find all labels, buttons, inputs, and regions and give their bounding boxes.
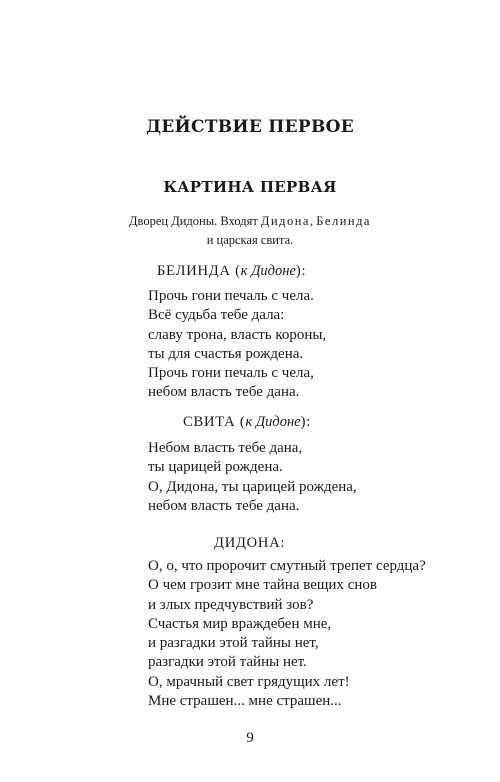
character-name-belinda: Белинда bbox=[316, 214, 371, 228]
verse-line: разгадки этой тайны нет. bbox=[148, 654, 307, 671]
verse-line: Всё судьба тебе дала: bbox=[148, 307, 285, 324]
speaker-aside: к Дидоне bbox=[245, 414, 301, 430]
verse-line: О чем грозит мне тайна вещих снов bbox=[148, 577, 377, 594]
separator: , bbox=[309, 214, 317, 228]
paren-open: ( bbox=[235, 414, 246, 430]
speaker-heading-dido bbox=[214, 535, 285, 552]
verse-line: Небом власть тебе дана, bbox=[148, 440, 303, 456]
verse-line: Счастья мир враждебен мне, bbox=[148, 615, 332, 632]
verse-line: небом власть тебе дана. bbox=[148, 384, 300, 401]
act-title: ДЕЙСТВИЕ ПЕРВОЕ bbox=[145, 117, 355, 137]
character-name-dido: Дидона bbox=[260, 214, 310, 228]
verse-line: О, о, что пророчит смутный трепет сердца? bbox=[148, 558, 426, 574]
verse-line: славу трона, власть короны, bbox=[148, 326, 327, 343]
verse-line: Прочь гони печаль с чела. bbox=[148, 288, 314, 304]
scene-title: КАРТИНА ПЕРВАЯ bbox=[163, 178, 337, 196]
verse-line: небом власть тебе дана. bbox=[148, 497, 300, 514]
verse-block-svita bbox=[148, 439, 357, 516]
verse-line: ты царицей рождена. bbox=[148, 459, 283, 476]
stage-direction-line-1 bbox=[0, 212, 500, 231]
page-number: 9 bbox=[246, 730, 254, 746]
stage-direction bbox=[0, 212, 500, 250]
verse-line: О, мрачный свет грядущих лет! bbox=[148, 673, 350, 690]
speaker-name: СВИТА bbox=[183, 414, 236, 430]
speaker-heading-svita bbox=[183, 414, 311, 431]
stage-direction-line-2: и царская свита. bbox=[206, 233, 294, 247]
paren-open: ( bbox=[230, 263, 241, 279]
paren-close: ): bbox=[300, 414, 312, 430]
speaker-aside: к Дидоне bbox=[240, 263, 296, 279]
verse-line: и разгадки этой тайны нет, bbox=[148, 635, 319, 652]
verse-block-dido bbox=[148, 557, 426, 711]
verse-line: Прочь гони печаль с чела, bbox=[148, 365, 314, 382]
speaker-name: ДИДОНА: bbox=[214, 535, 286, 551]
speaker-name: БЕЛИНДА bbox=[157, 263, 231, 279]
paren-close: ): bbox=[295, 263, 307, 279]
verse-line: ты для счастья рождена. bbox=[148, 345, 304, 362]
verse-block-belinda bbox=[148, 287, 326, 403]
verse-line: О, Дидона, ты царицей рождена, bbox=[148, 478, 357, 495]
speaker-heading-belinda bbox=[157, 263, 306, 280]
verse-line: и злых предчувствий зов? bbox=[148, 596, 314, 613]
verse-line: Мне страшен... мне страшен... bbox=[148, 693, 342, 710]
stage-direction-text: Дворец Дидоны. Входят bbox=[129, 214, 261, 228]
